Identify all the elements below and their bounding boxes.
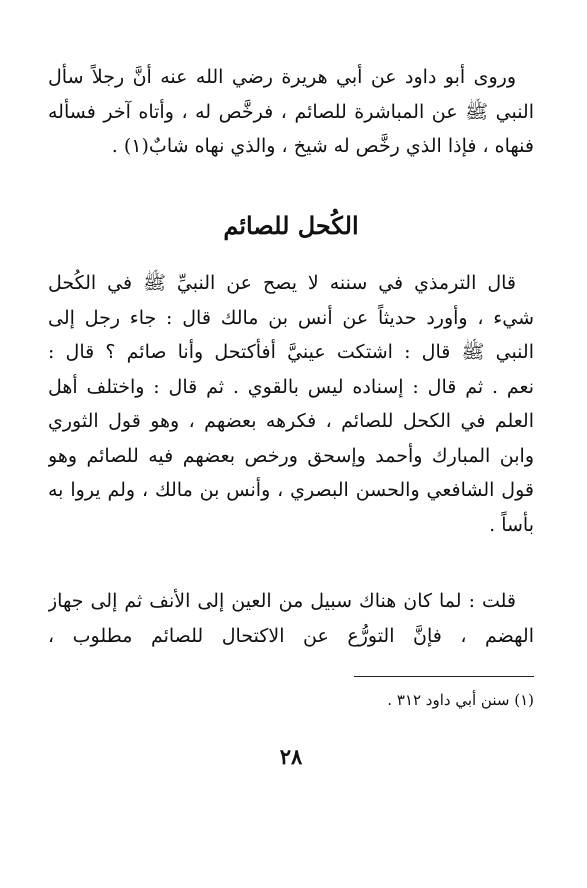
- text-line: بأساً .: [489, 513, 534, 536]
- footnote: (١) سنن أبي داود ٣١٢ .: [387, 691, 534, 709]
- text-line: شيء ، وأورد حديثاً عن أنس بن مالك قال : جاء رجل إلى: [48, 306, 534, 329]
- footnote-divider: [354, 676, 534, 677]
- text-line: النبي ﷺ قال : اشتكت عينيَّ أفأكتحل وأنا صائم ؟ قال :: [48, 341, 534, 363]
- text-line: وروى أبو داود عن أبي هريرة رضي الله عنه أنَّ رجلاً سأل: [48, 66, 516, 88]
- text-line: قال الترمذي في سننه لا يصح عن النبيِّ ﷺ في الكُحل: [48, 272, 516, 294]
- paragraph-author-note: [48, 584, 534, 653]
- text-line: النبي ﷺ عن المباشرة للصائم ، فرخَّص له ، وأتاه آخر فسأله: [48, 100, 534, 123]
- text-line: الهضم ، فإنَّ التورُّع عن الاكتحال للصائم مطلوب ،: [48, 624, 534, 647]
- paragraph-abu-dawud: [48, 60, 534, 164]
- text-line: نعم . ثم قال : إسناده ليس بالقوي . ثم قال : واختلف أهل: [48, 375, 534, 398]
- book-page: [48, 0, 534, 888]
- text-line: قول الشافعي والحسن البصري ، وأنس بن مالك ، ولم يروا به: [48, 479, 534, 501]
- text-line: وابن المبارك وأحمد وإسحق ورخص بعضهم فيه للصائم وهو: [48, 444, 534, 467]
- text-line: العلم في الكحل للصائم ، فكرهه بعضهم ، وهو قول الثوري: [48, 410, 534, 432]
- page-number: ٢٨: [279, 744, 303, 769]
- text-line: قلت : لما كان هناك سبيل من العين إلى الأنف ثم إلى جهاز: [48, 590, 516, 612]
- paragraph-tirmidhi: [48, 266, 534, 542]
- text-line: فنهاه ، فإذا الذي رخَّص له شيخ ، والذي نهاه شابٌ(١) .: [111, 135, 534, 157]
- section-heading: الكُحل للصائم: [223, 211, 359, 240]
